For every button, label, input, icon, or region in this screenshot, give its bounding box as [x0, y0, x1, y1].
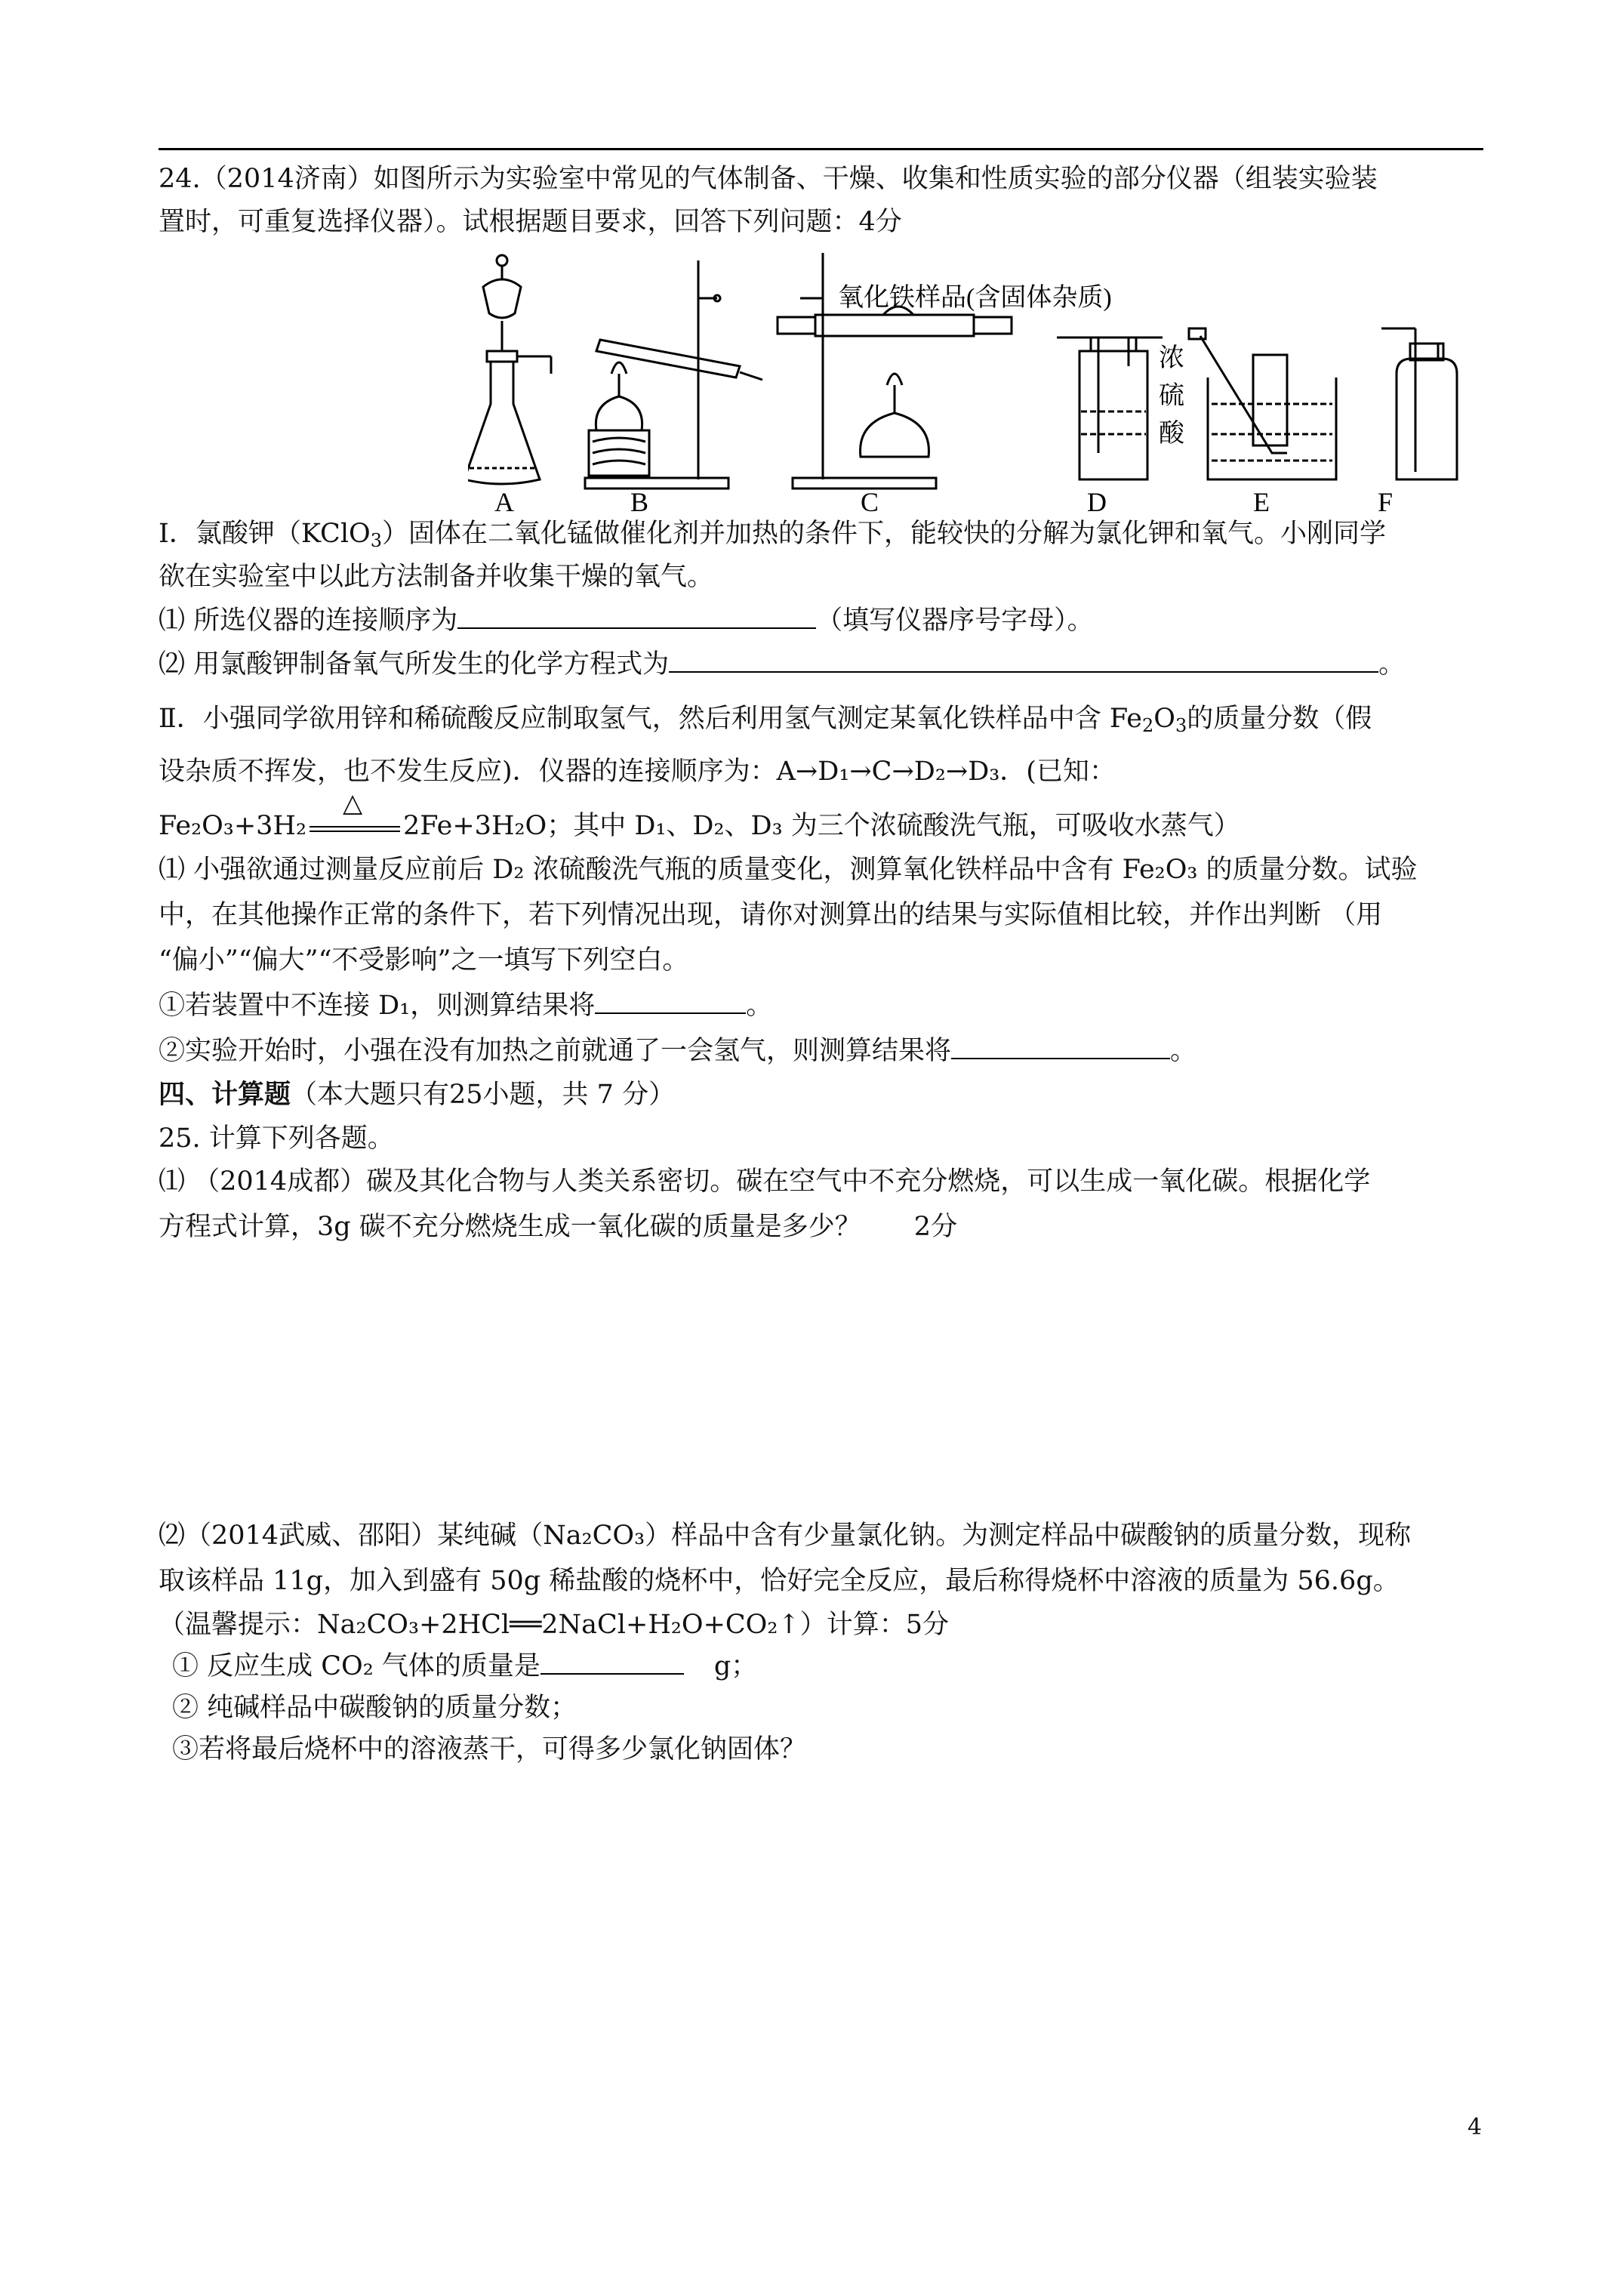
- part1-q1: ⑴ 所选仪器的连接顺序为 （填写仪器序号字母）。: [159, 606, 1094, 636]
- part2-q1-line2: 中，在其他操作正常的条件下，若下列情况出现，请你对测算出的结果与实际值相比较，并作出判断 （用: [159, 900, 1383, 930]
- apparatus-figure: [468, 253, 1464, 517]
- part1-q2: ⑵ 用氯酸钾制备氧气所发生的化学方程式为 。: [159, 649, 1406, 680]
- acid-label-1: 浓: [1159, 344, 1184, 372]
- q25-p1-line2: 方程式计算，3g 碳不充分燃烧生成一氧化碳的质量是多少？ 2分: [159, 1212, 958, 1242]
- part1-intro-line2: 欲在实验室中以此方法制备并收集干燥的氧气。: [159, 562, 714, 592]
- part1-intro-line1: Ⅰ．氯酸钾（KClO$_3$）固体在二氧化锰做催化剂并加热的条件下，能较快的分解为氯化钾和氧气。小刚同学: [159, 519, 1386, 551]
- apparatus-e: [1189, 328, 1336, 479]
- apparatus-a: [468, 255, 551, 484]
- label-b: B: [630, 487, 649, 517]
- q25-step2: ② 纯碱样品中碳酸钠的质量分数；: [172, 1693, 577, 1723]
- q24-stem-line2: 置时，可重复选择仪器）。试根据题目要求，回答下列问题：4分: [159, 207, 902, 237]
- acid-label-3: 酸: [1159, 420, 1184, 448]
- apparatus-b: [585, 260, 762, 488]
- q25-step1: ① 反应生成 CO₂ 气体的质量是 g；: [172, 1651, 758, 1681]
- answer-blank-order[interactable]: [457, 605, 816, 629]
- q25-p1-line1: ⑴ （2014成都）碳及其化合物与人类关系密切。碳在空气中不充分燃烧，可以生成一氧化碳。根据化学: [159, 1166, 1371, 1197]
- part2-equation: Fe₂O₃+3H₂ △ 2Fe+3H₂O；其中 D₁、D₂、D₃ 为三个浓硫酸洗气瓶，可吸收水蒸气）: [159, 788, 1240, 841]
- label-a: A: [494, 487, 514, 517]
- part2-intro-line2: 设杂质不挥发，也不发生反应)．仪器的连接顺序为：A→D₁→C→D₂→D₃．(已知：: [159, 757, 1116, 787]
- answer-blank-co2-mass[interactable]: [540, 1650, 684, 1675]
- q25-stem: 25. 计算下列各题。: [159, 1123, 394, 1154]
- apparatus-d: [1057, 337, 1163, 479]
- part2-case2: ②实验开始时，小强在没有加热之前就通了一会氢气，则测算结果将 。: [159, 1036, 1197, 1066]
- q25-p2-line2: 取该样品 11g，加入到盛有 50g 稀盐酸的烧杯中，恰好完全反应，最后称得烧杯中溶液的质量为 56.6g。: [159, 1566, 1400, 1596]
- label-d: D: [1087, 487, 1107, 517]
- answer-blank-case1[interactable]: [595, 990, 746, 1014]
- section4-title: 四、计算题（本大题只有25小题，共 7 分）: [159, 1079, 676, 1110]
- q24-stem-line1: 24.（2014济南）如图所示为实验室中常见的气体制备、干燥、收集和性质实验的部分仪器（组装实验装: [159, 164, 1378, 194]
- top-rule: [159, 148, 1483, 150]
- label-e: E: [1253, 487, 1270, 517]
- acid-label-2: 硫: [1159, 382, 1184, 410]
- q25-p2-line3: （温馨提示：Na₂CO₃+2HCl══2NaCl+H₂O+CO₂↑）计算：5分: [159, 1610, 949, 1640]
- answer-blank-equation[interactable]: [669, 649, 1378, 673]
- apparatus-f: [1381, 328, 1457, 479]
- q25-p2-line1: ⑵（2014武威、邵阳）某纯碱（Na₂CO₃）样品中含有少量氯化钠。为测定样品中碳酸钠的质量分数，现称: [159, 1521, 1412, 1551]
- sample-label: 氧化铁样品(含固体杂质): [838, 284, 1112, 312]
- answer-blank-case2[interactable]: [951, 1035, 1170, 1059]
- q25-step3: ③若将最后烧杯中的溶液蒸干，可得多少氯化钠固体？: [172, 1734, 807, 1764]
- label-f: F: [1378, 487, 1394, 517]
- page-number: 4: [1467, 2114, 1483, 2140]
- part2-q1-line1: ⑴ 小强欲通过测量反应前后 D₂ 浓硫酸洗气瓶的质量变化，测算氧化铁样品中含有 Fe₂O₃ 的质量分数。试验: [159, 855, 1418, 885]
- label-c: C: [861, 487, 879, 517]
- part2-intro-line1: Ⅱ．小强同学欲用锌和稀硫酸反应制取氢气，然后利用氢气测定某氧化铁样品中含 $Fe_2O_3$的质量分数（假: [159, 704, 1372, 736]
- part2-case1: ①若装置中不连接 D₁，则测算结果将 。: [159, 991, 773, 1021]
- part2-q1-line3: “偏小”“偏大”“不受影响”之一填写下列空白。: [159, 945, 689, 975]
